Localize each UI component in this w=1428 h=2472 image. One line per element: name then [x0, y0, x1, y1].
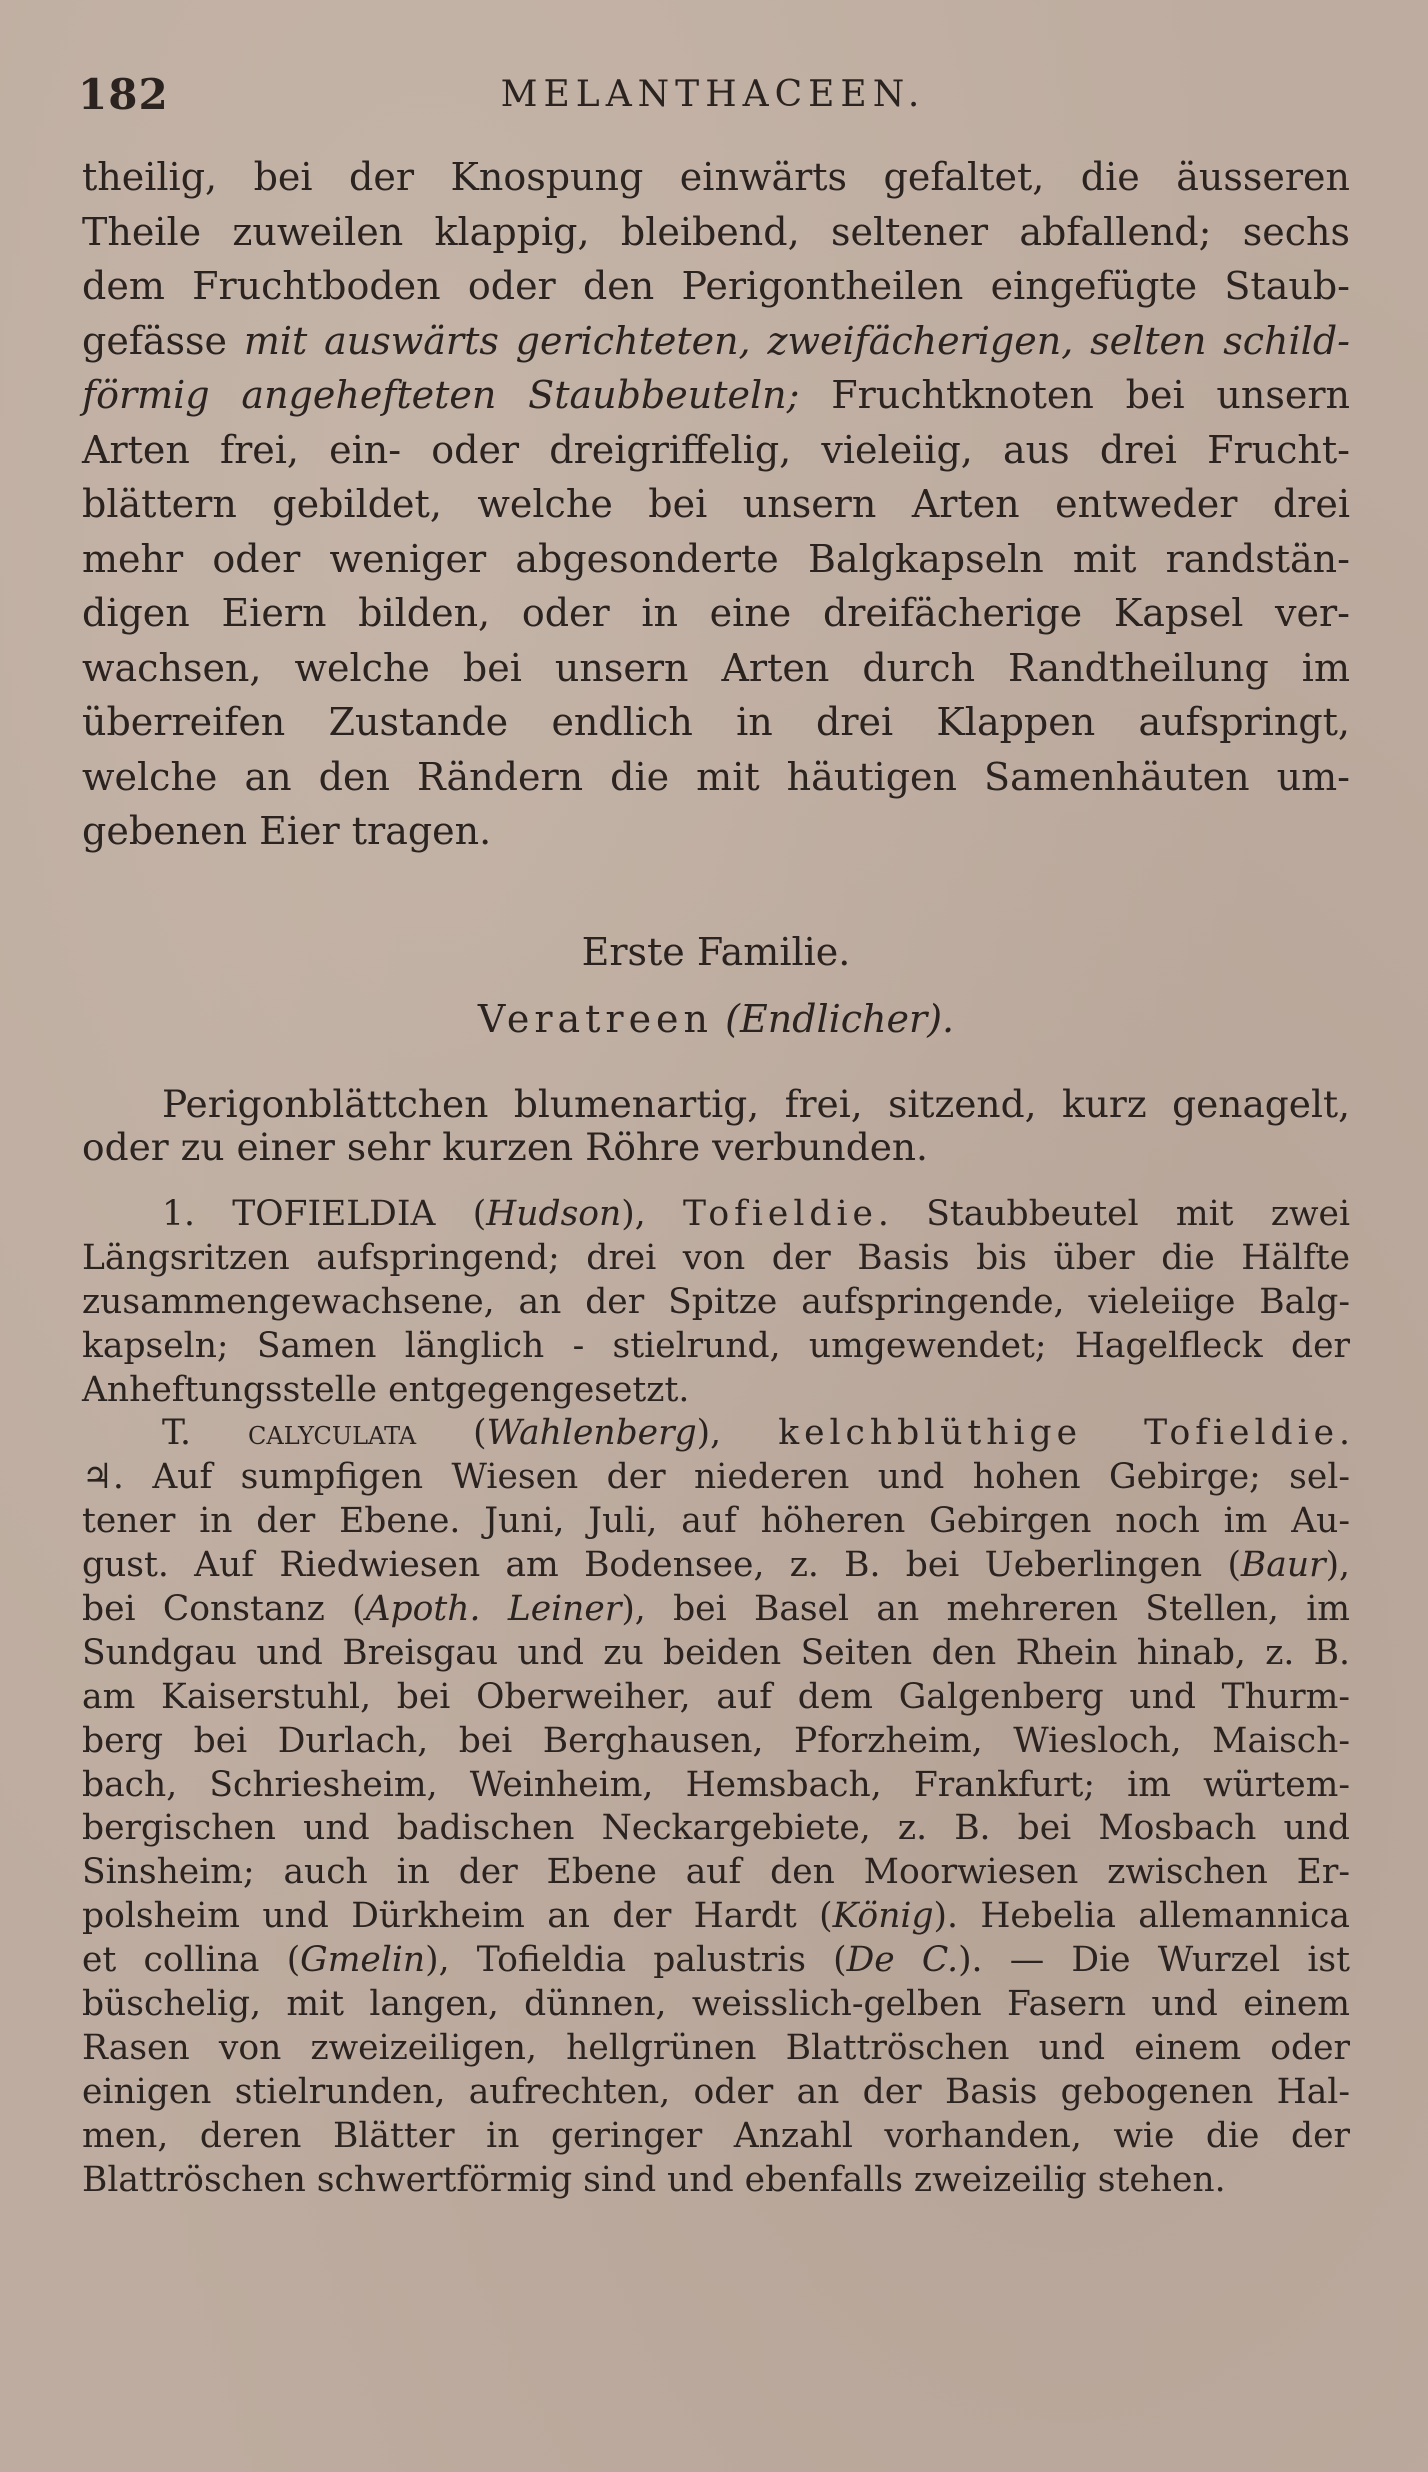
- text-line: bach, Schriesheim, Weinheim, Hemsbach, Frankfurt; im würtem-: [82, 1764, 1350, 1805]
- text-line: Längsritzen aufspringend; drei von der Basis bis über die Hälfte: [82, 1237, 1350, 1278]
- text-line: T. calyculata (Wahlenberg), kelchblüthige Tofieldie.: [162, 1413, 1350, 1454]
- text-line: oder zu einer sehr kurzen Röhre verbunden.: [82, 1125, 928, 1169]
- family-authority: (Endlicher).: [725, 997, 955, 1041]
- text-line: 1. TOFIELDIA (Hudson), Tofieldie. Staubbeutel mit zwei: [162, 1194, 1351, 1234]
- text-line: am Kaiserstuhl, bei Oberweiher, auf dem Galgenberg und Thurm-: [82, 1676, 1350, 1717]
- page-header: [78, 70, 1348, 130]
- text-line: dem Fruchtboden oder den Perigontheilen eingefügte Staub-: [82, 264, 1350, 308]
- text-line: zusammengewachsene, an der Spitze aufspringende, vieleiige Balg-: [82, 1281, 1350, 1322]
- text-line: digen Eiern bilden, oder in eine dreifächerige Kapsel ver-: [82, 591, 1350, 635]
- text-line: theilig, bei der Knospung einwärts gefaltet, die äusseren: [82, 155, 1350, 199]
- text-line: tener in der Ebene. Juni, Juli, auf höheren Gebirgen noch im Au-: [82, 1501, 1350, 1542]
- text-line: kapseln; Samen länglich - stielrund, umgewendet; Hagelfleck der: [82, 1325, 1350, 1366]
- text-line: bergischen und badischen Neckargebiete, z. B. bei Mosbach und: [82, 1808, 1350, 1849]
- text-line: blättern gebildet, welche bei unsern Arten entweder drei: [82, 482, 1350, 526]
- text-line: ♃. Auf sumpfigen Wiesen der niederen und hohen Gebirge; sel-: [82, 1457, 1350, 1498]
- page-number: 182: [78, 70, 169, 119]
- paragraph-order-description: [82, 150, 1350, 859]
- family-heading: [82, 997, 1350, 1041]
- text-line: überreifen Zustande endlich in drei Klappen aufspringt,: [82, 700, 1350, 744]
- text-line: büschelig, mit langen, dünnen, weisslich-gelben Fasern und einem: [82, 1984, 1350, 2025]
- text-line: Perigonblättchen blumenartig, frei, sitzend, kurz genagelt,: [162, 1082, 1350, 1126]
- running-title: MELANTHACEEN.: [500, 74, 926, 115]
- text-line: bei Constanz (Apoth. Leiner), bei Basel an mehreren Stellen, im: [82, 1589, 1350, 1630]
- paragraph-genus-tofieldia: [82, 1193, 1350, 2202]
- text-line: förmig angehefteten Staubbeuteln; Fruchtknoten bei unsern: [82, 373, 1350, 417]
- text-line: gust. Auf Riedwiesen am Bodensee, z. B. bei Ueberlingen (Baur),: [82, 1545, 1350, 1586]
- text-line: gebenen Eier tragen.: [82, 809, 492, 853]
- text-line: berg bei Durlach, bei Berghausen, Pforzheim, Wiesloch, Maisch-: [82, 1720, 1350, 1761]
- text-line: Blattröschen schwertförmig sind und ebenfalls zweizeilig stehen.: [82, 2159, 1226, 2200]
- text-line: Rasen von zweizeiligen, hellgrünen Blattröschen und einem oder: [82, 2027, 1350, 2068]
- text-line: men, deren Blätter in geringer Anzahl vorhanden, wie die der: [82, 2115, 1350, 2156]
- family-name: Veratreen: [477, 997, 714, 1041]
- text-line: polsheim und Dürkheim an der Hardt (König). Hebelia allemannica: [82, 1896, 1351, 1937]
- text-line: einigen stielrunden, aufrechten, oder an der Basis gebogenen Hal-: [82, 2071, 1350, 2112]
- text-line: Sinsheim; auch in der Ebene auf den Moorwiesen zwischen Er-: [82, 1852, 1350, 1893]
- text-line: Theile zuweilen klappig, bleibend, seltener abfallend; sechs: [82, 209, 1350, 254]
- text-line: et collina (Gmelin), Tofieldia palustris (De C.). — Die Wurzel ist: [82, 1940, 1350, 1981]
- text-line: Arten frei, ein- oder dreigriffelig, vieleiig, aus drei Frucht-: [82, 427, 1350, 472]
- paragraph-family-description: [82, 1083, 1350, 1169]
- text-line: Sundgau und Breisgau und zu beiden Seiten den Rhein hinab, z. B.: [82, 1632, 1350, 1673]
- family-title: Erste Familie.: [581, 930, 851, 974]
- text-line: wachsen, welche bei unsern Arten durch Randtheilung im: [82, 645, 1350, 690]
- text-line: gefässe mit auswärts gerichteten, zweifächerigen, selten schild-: [82, 318, 1351, 363]
- text-line: Anheftungsstelle entgegengesetzt.: [82, 1369, 690, 1410]
- text-line: welche an den Rändern die mit häutigen Samenhäuten um-: [82, 754, 1350, 799]
- text-line: mehr oder weniger abgesonderte Balgkapseln mit randstän-: [82, 536, 1350, 581]
